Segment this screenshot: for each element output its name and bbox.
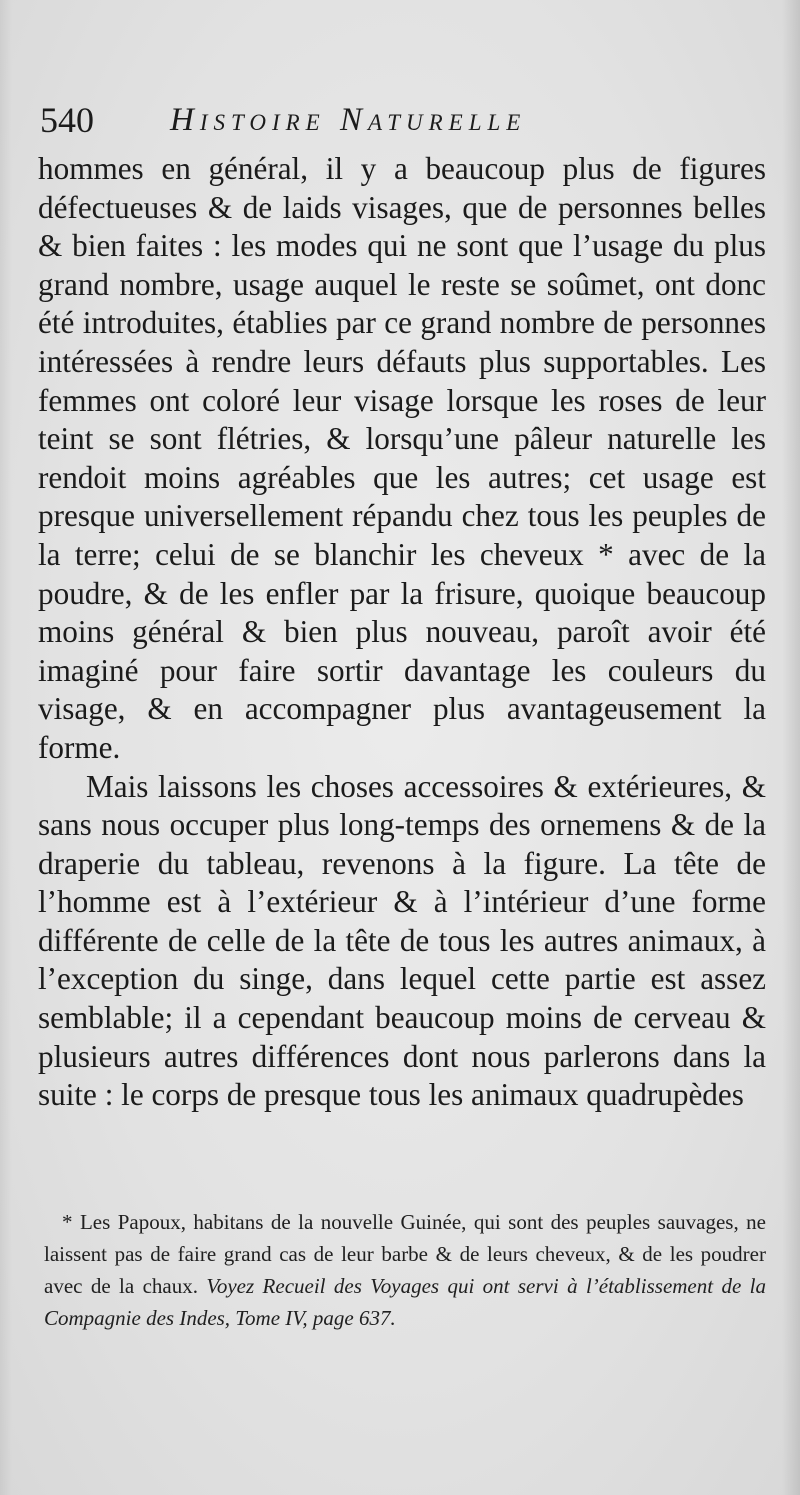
page-number: 540 — [40, 100, 94, 140]
running-head — [40, 98, 760, 148]
paragraph-continued: hommes en général, il y a beaucoup plus de figures défectueuses & de laids visages, que de personnes belles & bien faites : les modes qui ne sont que l’usage du plus grand nombre, usage auquel le reste se soûmet, ont donc été introduites, établies par ce grand nombre de personnes intéressées à rendre leurs défauts plus supportables. Les femmes ont coloré leur visage lorsque les roses de leur teint se sont flétries, & lorsqu’une pâleur naturelle les rendoit moins agréables que les autres; cet usage est presque universellement répandu chez tous les peuples de la terre; celui de se blanchir les cheveux * avec de la poudre, & de les enfler par la frisure, quoique beaucoup moins général & bien plus nouveau, paroît avoir été imaginé pour faire sortir davantage les couleurs du visage, & en accompagner plus avantageusement la forme. — [38, 151, 766, 765]
running-title: Histoire Naturelle — [170, 102, 527, 138]
main-text — [38, 150, 766, 1115]
footnote — [44, 1206, 766, 1334]
page-edge-shadow-left — [0, 0, 12, 1495]
paragraph: Mais laissons les choses accessoires & extérieures, & sans nous occuper plus long-temps des ornemens & de la draperie du tableau, revenons à la figure. La tête de l’homme est à l’extérieur & à l’intérieur d’une forme différente de celle de la tête de tous les autres animaux, à l’exception du singe, dans lequel cette partie est assez semblable; il a cependant beaucoup moins de cerveau & plusieurs autres différences dont nous parlerons dans la suite : le corps de presque tous les animaux quadrupèdes — [38, 768, 766, 1113]
footnote-reference: Voyez Recueil des Voyages qui ont servi à l’établissement de la Compagnie des Indes, Tome IV, page 637. — [44, 1274, 766, 1330]
page-edge-shadow-right — [782, 0, 800, 1495]
footnote-text: * Les Papoux, habitans de la nouvelle Guinée, qui sont des peuples sauvages, ne laissent pas de faire grand cas de leur barbe & de leurs cheveux, & de les poudrer avec de la chaux. — [44, 1210, 766, 1298]
